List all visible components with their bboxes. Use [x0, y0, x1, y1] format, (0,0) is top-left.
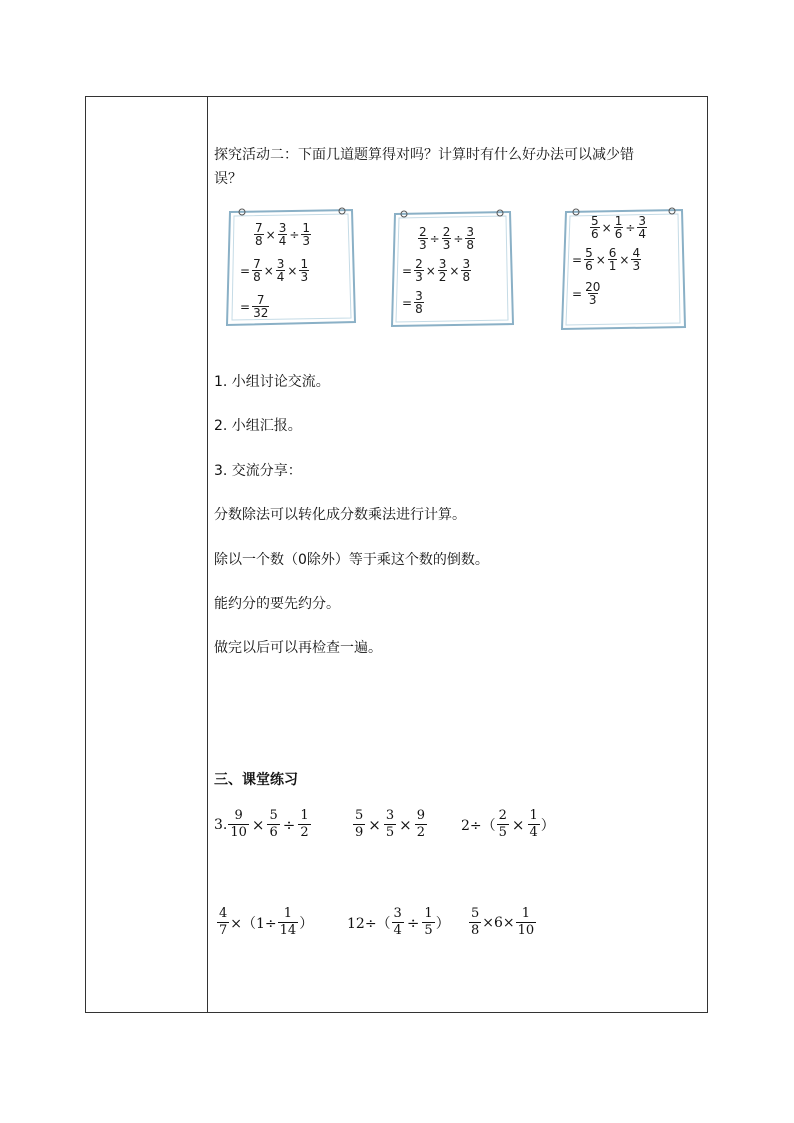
conclusion-4: 做完以后可以再检查一遍。	[214, 640, 382, 656]
conclusion-3: 能约分的要先约分。	[214, 596, 340, 612]
practice-expr-1: 3. $\frac{9}{10}$ × $\frac{5}{6}$ ÷ $\frac{1}{2}$	[214, 808, 309, 840]
practice-expr-5: 12÷（ $\frac{3}{4}$ ÷ $\frac{1}{5}$ ）	[347, 906, 450, 938]
left-column-cell	[86, 97, 207, 1012]
conclusion-1: 分数除法可以转化成分数乘法进行计算。	[214, 507, 466, 523]
note1-row2: = $\frac{7}{8}$ × $\frac{3}{4}$ × $\frac{1}{3}$	[240, 257, 309, 284]
note1-row3: = $\frac{7}{32}$	[240, 293, 269, 320]
practice-expr-6: $\frac{5}{8}$ ×6× $\frac{1}{10}$	[471, 906, 535, 938]
practice-heading: 三、课堂练习	[214, 772, 298, 788]
handwritten-note-2	[390, 208, 516, 330]
handwritten-note-3	[560, 207, 688, 333]
column-divider	[207, 97, 208, 1012]
note2-row1: $\frac{2}{3}$ ÷ $\frac{2}{3}$ ÷ $\frac{3}{8}$	[419, 225, 475, 252]
handwritten-note-1	[224, 204, 358, 328]
activity-title-line1: 探究活动二：下面几道题算得对吗？计算时有什么好办法可以减少错	[214, 147, 634, 163]
note2-row3: = $\frac{3}{8}$	[402, 289, 423, 316]
conclusion-2: 除以一个数（0除外）等于乘这个数的倒数。	[214, 552, 489, 568]
note3-row2: = $\frac{5}{6}$ × $\frac{6}{1}$ × $\frac{4}{3}$	[572, 246, 641, 273]
note1-row1: $\frac{7}{8}$ × $\frac{3}{4}$ ÷ $\frac{1}{3}$	[255, 221, 311, 248]
step-2: 2. 小组汇报。	[214, 418, 302, 434]
step-1: 1. 小组讨论交流。	[214, 374, 330, 390]
practice-expr-4: $\frac{4}{7}$ ×（1÷ $\frac{1}{14}$ ）	[219, 906, 314, 938]
practice-expr-2: $\frac{5}{9}$ × $\frac{3}{5}$ × $\frac{9}{2}$	[355, 808, 425, 840]
note3-row1: $\frac{5}{6}$ × $\frac{1}{6}$ ÷ $\frac{3}{4}$	[591, 214, 647, 241]
note3-row3: = $\frac{20}{3}$	[572, 280, 601, 307]
note2-row2: = $\frac{2}{3}$ × $\frac{3}{2}$ × $\frac{3}{8}$	[402, 257, 471, 284]
step-3: 3. 交流分享：	[214, 463, 302, 479]
practice-expr-3: 2÷（ $\frac{2}{5}$ × $\frac{1}{4}$ ）	[461, 808, 555, 840]
activity-title-line2: 误？	[214, 171, 242, 187]
activity-title	[214, 143, 694, 191]
